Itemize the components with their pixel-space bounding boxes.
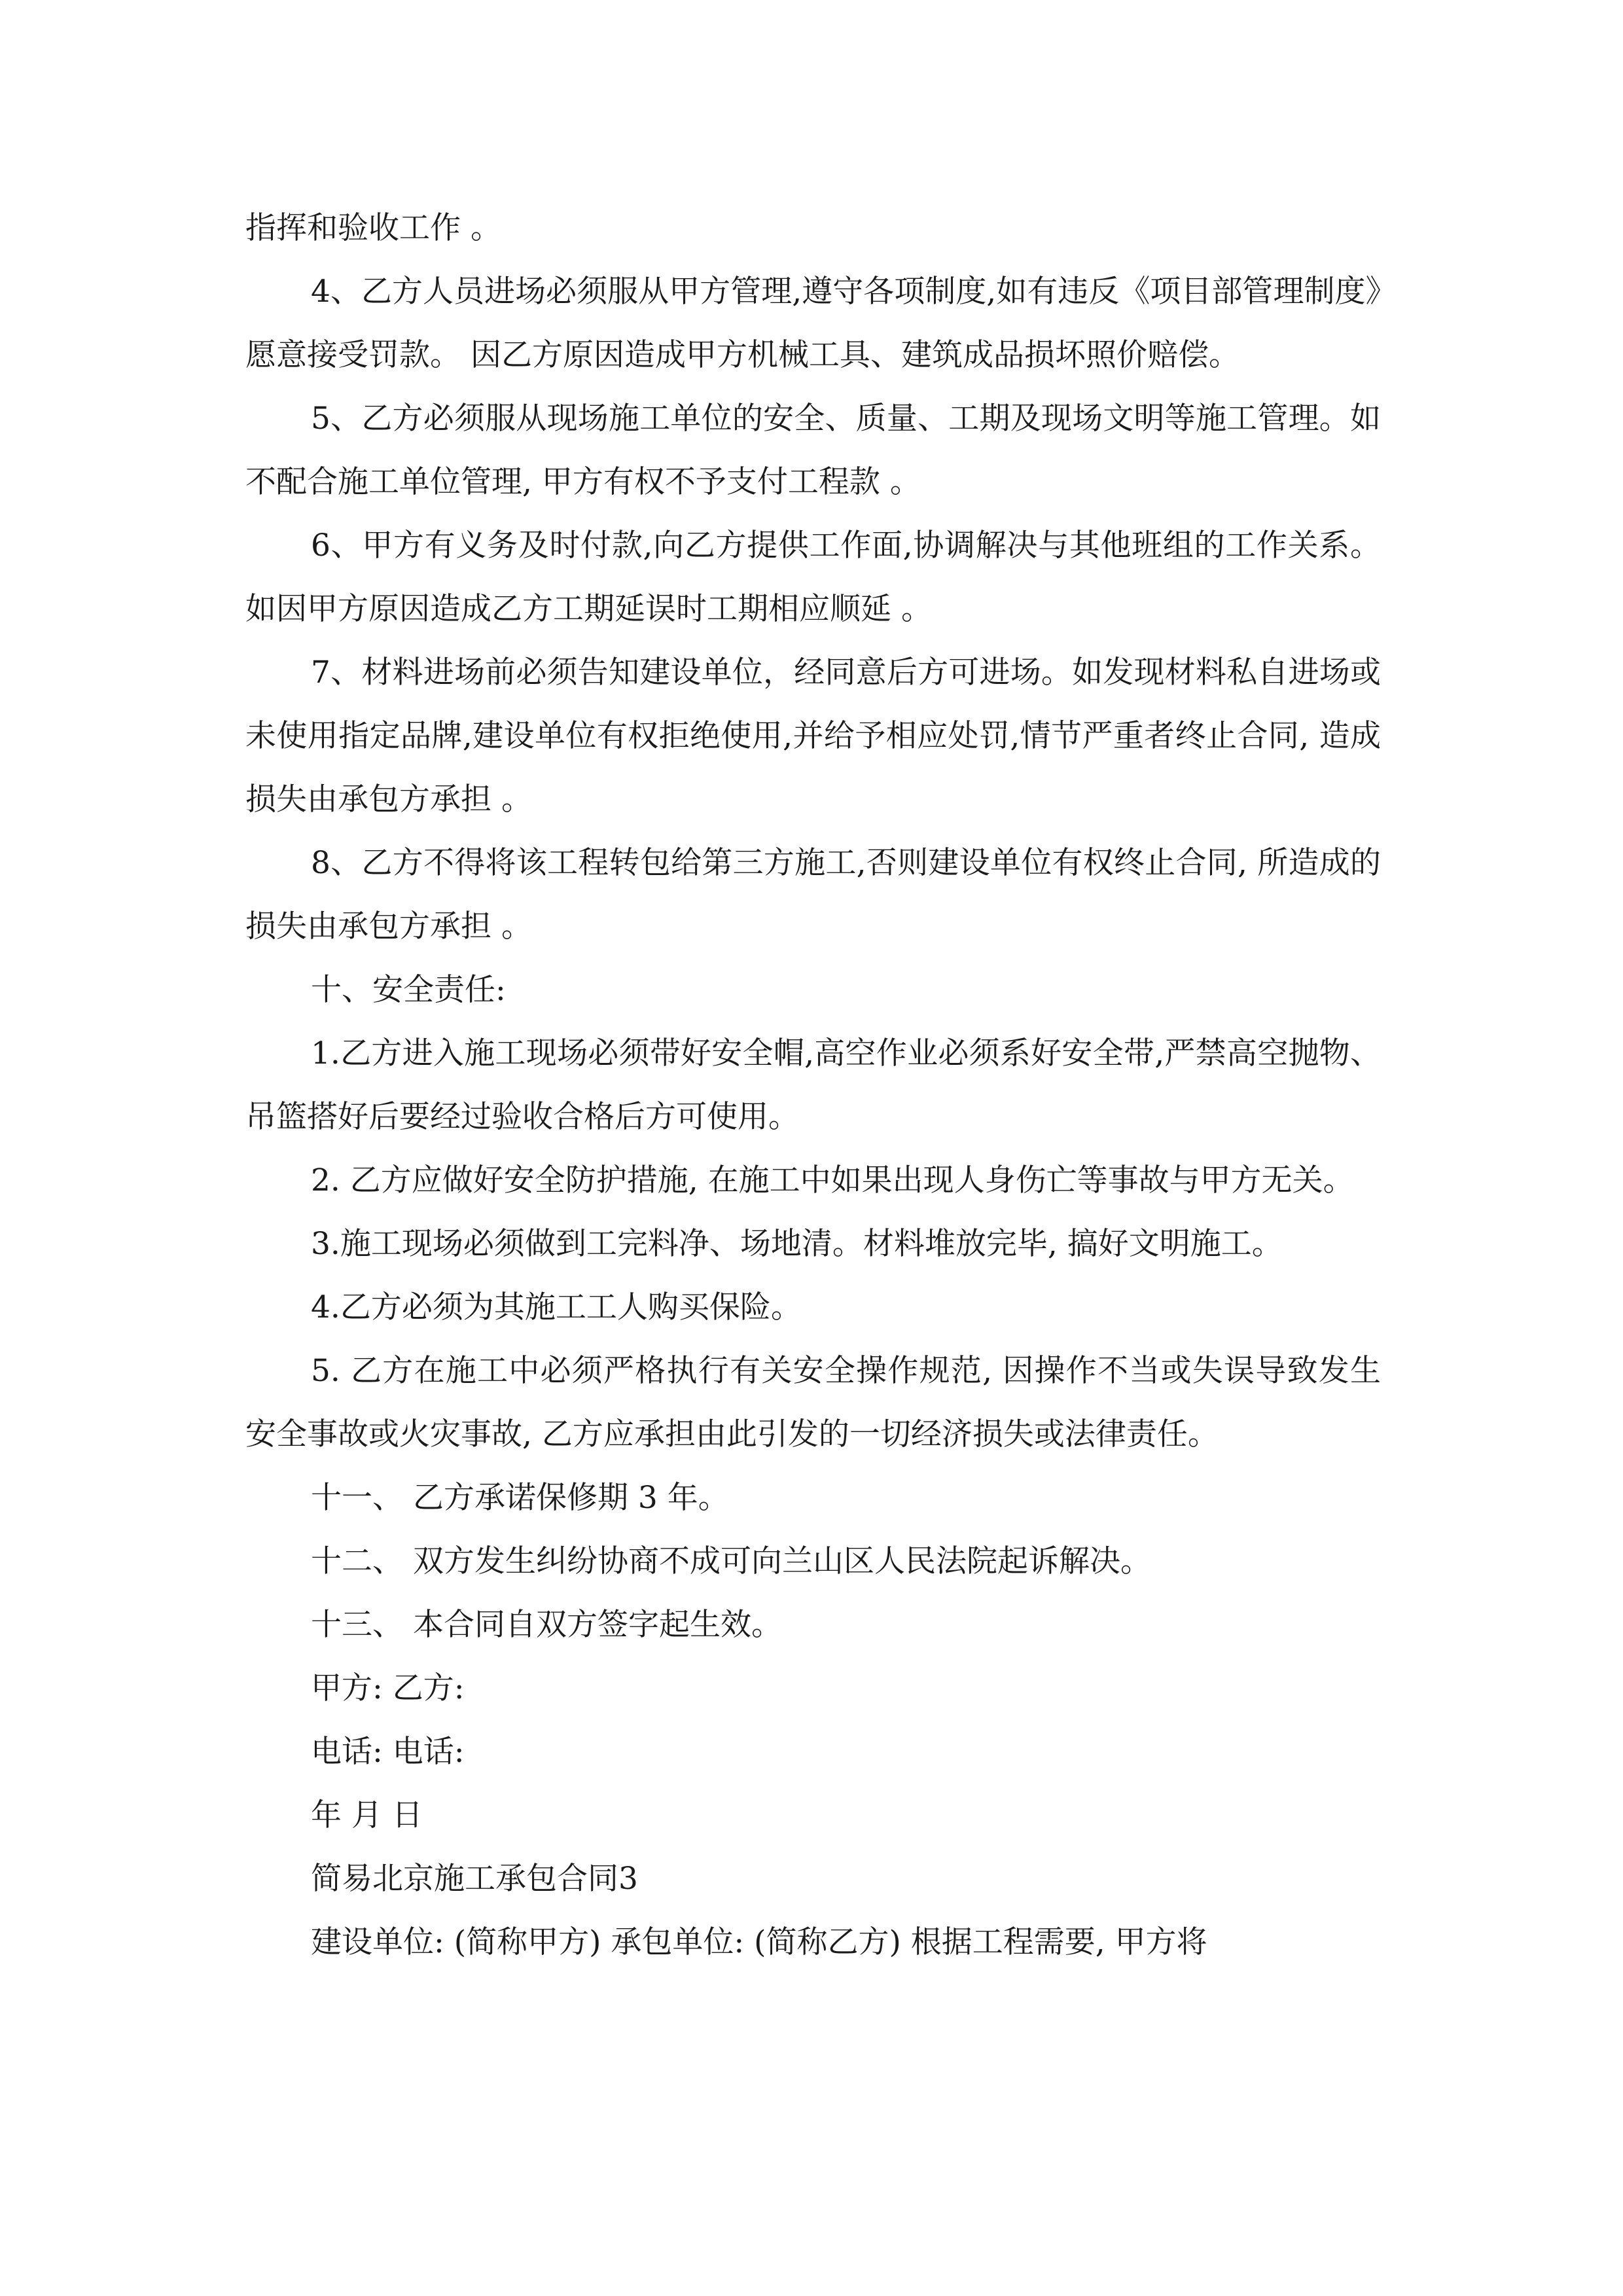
clause-4: 4、乙方人员进场必须服从甲方管理,遵守各项制度,如有违反《项目部管理制度》愿意接受罚款。 因乙方原因造成甲方机械工具、建筑成品损坏照价赔偿。 bbox=[245, 274, 1381, 373]
signature-phones: 电话: 电话: bbox=[311, 1734, 465, 1770]
safety-item-5: 5. 乙方在施工中必须严格执行有关安全操作规范, 因操作不当或失误导致发生安全事故或火灾事故, 乙方应承担由此引发的一切经济损失或法律责任。 bbox=[245, 1353, 1381, 1452]
contract-intro: 建设单位: (简称甲方) 承包单位: (简称乙方) 根据工程需要, 甲方将 bbox=[311, 1924, 1207, 1960]
safety-item-2: 2. 乙方应做好安全防护措施, 在施工中如果出现人身伤亡等事故与甲方无关。 bbox=[311, 1162, 1354, 1198]
clause-13: 十三、 本合同自双方签字起生效。 bbox=[311, 1607, 782, 1643]
contract-title: 简易北京施工承包合同3 bbox=[311, 1861, 638, 1897]
clause-12: 十二、 双方发生纠纷协商不成可向兰山区人民法院起诉解决。 bbox=[311, 1543, 1151, 1579]
paragraph-line: 指挥和验收工作 。 bbox=[245, 210, 501, 246]
safety-item-4: 4.乙方必须为其施工工人购买保险。 bbox=[311, 1289, 802, 1325]
section-heading-safety: 十、安全责任: bbox=[311, 972, 506, 1008]
clause-6: 6、甲方有义务及时付款,向乙方提供工作面,协调解决与其他班组的工作关系。如因甲方原因造成乙方工期延误时工期相应顺延 。 bbox=[245, 528, 1381, 627]
clause-5: 5、乙方必须服从现场施工单位的安全、质量、工期及现场文明等施工管理。如不配合施工单位管理, 甲方有权不予支付工程款 。 bbox=[245, 401, 1381, 500]
signature-parties: 甲方: 乙方: bbox=[311, 1670, 465, 1706]
clause-7: 7、材料进场前必须告知建设单位，经同意后方可进场。如发现材料私自进场或未使用指定品牌,建设单位有权拒绝使用,并给予相应处罚,情节严重者终止合同, 造成损失由承包方承担 。 bbox=[245, 655, 1381, 817]
document-body bbox=[245, 196, 1381, 1974]
signature-date: 年 月 日 bbox=[311, 1797, 423, 1833]
clause-8: 8、乙方不得将该工程转包给第三方施工,否则建设单位有权终止合同, 所造成的损失由承包方承担 。 bbox=[245, 845, 1381, 944]
clause-11: 十一、 乙方承诺保修期 3 年。 bbox=[311, 1480, 729, 1516]
safety-item-1: 1.乙方进入施工现场必须带好安全帽,高空作业必须系好安全带,严禁高空抛物、吊篮搭好后要经过验收合格后方可使用。 bbox=[245, 1035, 1381, 1135]
safety-item-3: 3.施工现场必须做到工完料净、场地清。材料堆放完毕, 搞好文明施工。 bbox=[311, 1226, 1283, 1262]
